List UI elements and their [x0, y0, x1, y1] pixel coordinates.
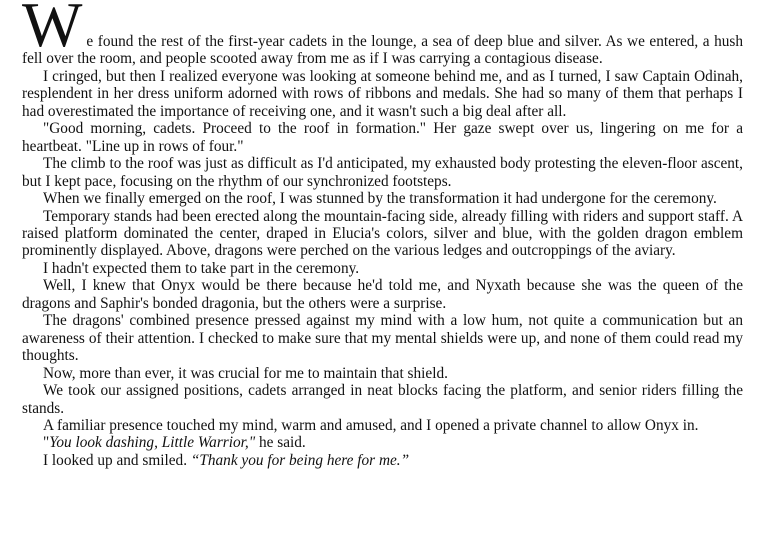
dialogue-italic: You look dashing, Little Warrior,"	[49, 434, 256, 452]
paragraph-opening	[22, 0, 743, 68]
paragraph: The climb to the roof was just as difficult as I'd anticipated, my exhausted body protesting the eleven-floor ascent, but I kept pace, focusing on the rhythm of our synchronized footsteps.	[22, 155, 743, 190]
paragraph-text: e found the rest of the first-year cadets in the lounge, a sea of deep blue and silver. As we entered, a hush fell over the room, and people scooted away from me as if I was carrying a contagious disease.	[22, 33, 743, 68]
paragraph: Temporary stands had been erected along the mountain-facing side, already filling with riders and support staff. A raised platform dominated the center, draped in Elucia's colors, silver and blue, with the golden dragon emblem prominently displayed. Above, dragons were perched on the various ledges and outcroppings of the aviary.	[22, 207, 743, 260]
drop-cap: W	[22, 0, 83, 60]
paragraph: I hadn't expected them to take part in the ceremony.	[43, 259, 360, 277]
paragraph: A familiar presence touched my mind, warm and amused, and I opened a private channel to allow Onyx in.	[43, 416, 699, 434]
book-page	[22, 0, 743, 469]
paragraph: "Good morning, cadets. Proceed to the roof in formation." Her gaze swept over us, lingering on me for a heartbeat. "Line up in rows of four."	[22, 120, 743, 155]
paragraph: Now, more than ever, it was crucial for me to maintain that shield.	[43, 364, 448, 382]
paragraph: Well, I knew that Onyx would be there because he'd told me, and Nyxath because she was the queen of the dragons and Saphir's bonded dragonia, but the others were a surprise.	[22, 277, 743, 312]
dialogue-paragraph	[22, 452, 743, 469]
narration: I looked up and smiled.	[43, 451, 191, 469]
paragraph: When we finally emerged on the roof, I was stunned by the transformation it had undergone for the ceremony.	[43, 190, 717, 208]
paragraph: I cringed, but then I realized everyone was looking at someone behind me, and as I turned, I saw Captain Odinah, resplendent in her dress uniform adorned with rows of ribbons and medals. She had so many of them that perhaps I had overestimated the importance of receiving one, and it wasn't such a big deal after all.	[22, 67, 743, 120]
dialogue-italic: “Thank you for being here for me.”	[190, 451, 410, 469]
paragraph: The dragons' combined presence pressed against my mind with a low hum, not quite a communication but an awareness of their attention. I checked to make sure that my mental shields were up, and none of them could read my thoughts.	[22, 312, 743, 365]
dialogue-tag: he said.	[255, 434, 306, 452]
quote-mark: "	[43, 434, 50, 452]
dialogue-paragraph	[22, 434, 743, 451]
paragraph: We took our assigned positions, cadets arranged in neat blocks facing the platform, and senior riders filling the stands.	[22, 382, 743, 417]
